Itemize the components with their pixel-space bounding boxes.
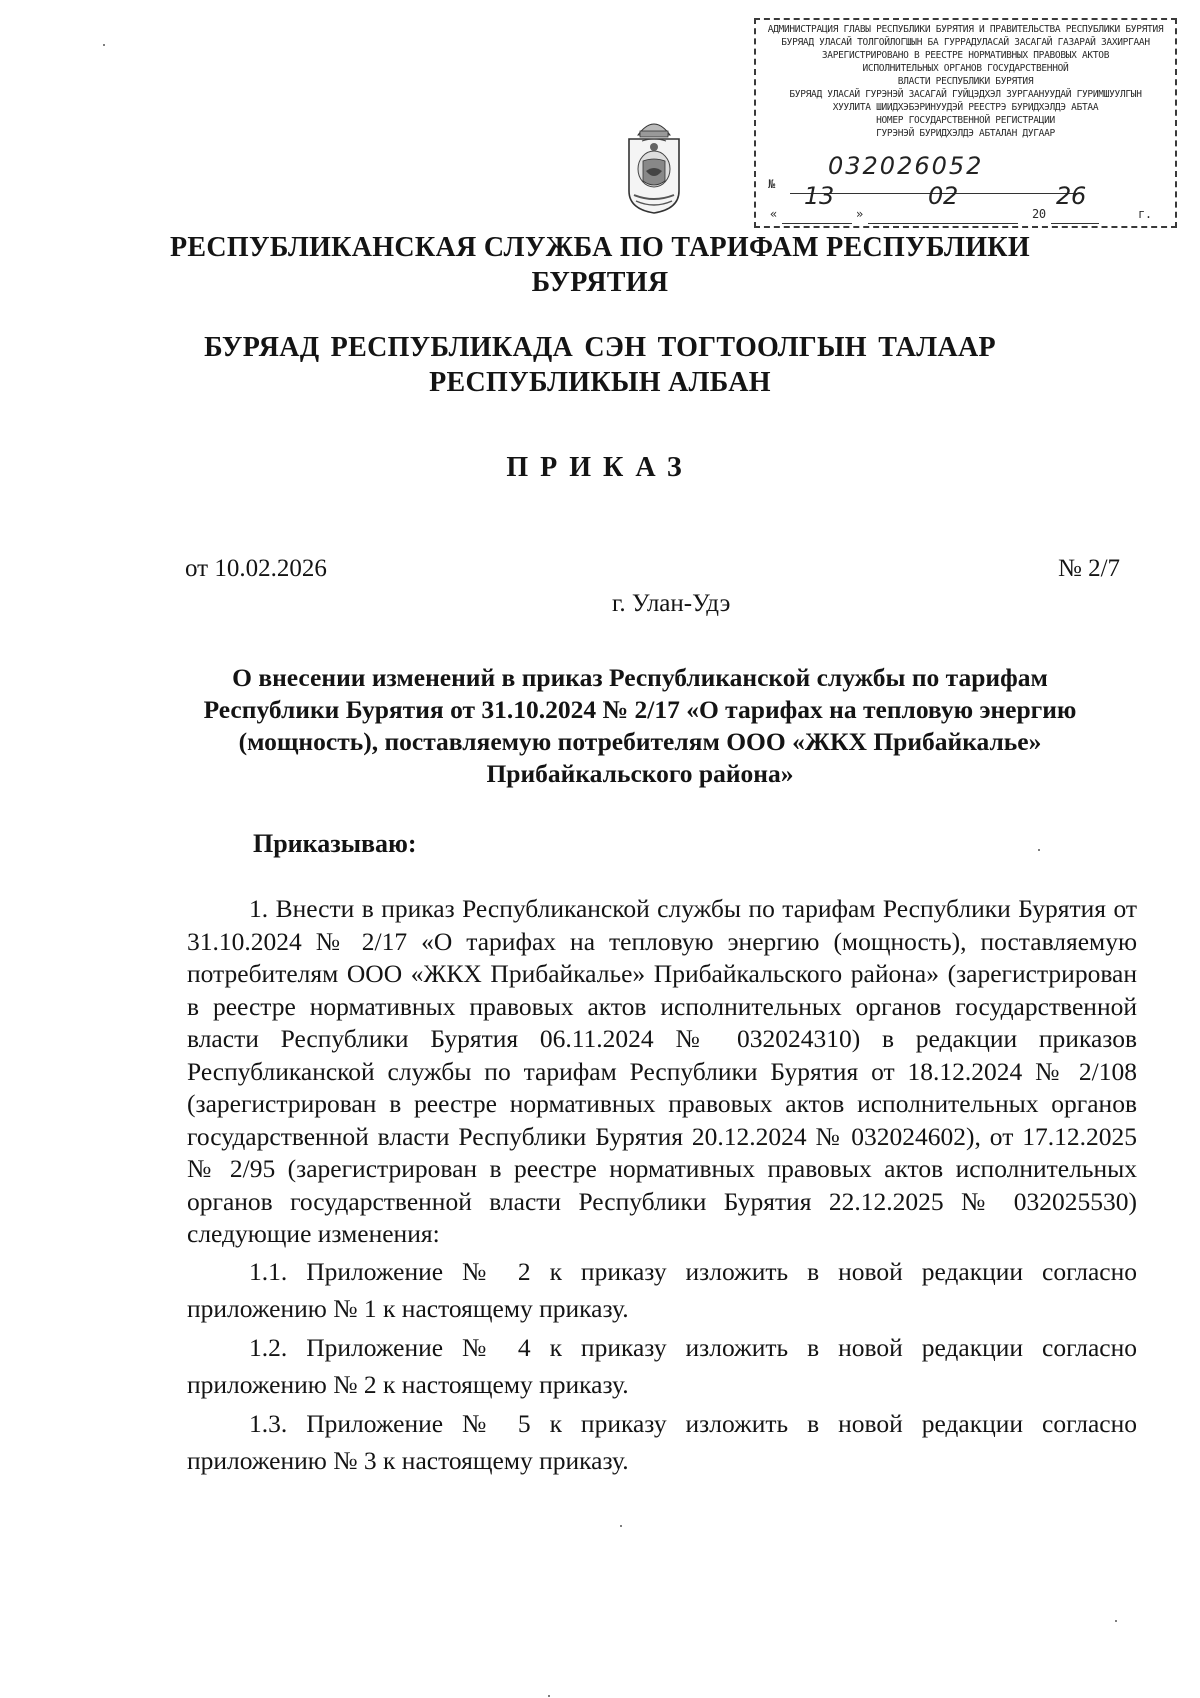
title-line: Республики Бурятия от 31.10.2024 № 2/17 «О тарифах на тепловую энергию xyxy=(203,695,1077,724)
stamp-line: АДМИНИСТРАЦИЯ ГЛАВЫ РЕСПУБЛИКИ БУРЯТИЯ И ПРАВИТЕЛЬСТВА РЕСПУБЛИКИ БУРЯТИЯ xyxy=(767,24,1164,35)
stamp-number-value: 032026052 xyxy=(828,152,984,180)
document-date: от 10.02.2026 xyxy=(185,555,327,582)
stamp-date-suffix: г. xyxy=(1138,207,1152,221)
agency-name-bua-line-1: БУРЯАД РЕСПУБЛИКАДА СЭН ТОГТООЛГЫН ТАЛААР xyxy=(204,332,996,363)
document-city: г. Улан-Удэ xyxy=(612,590,731,617)
document-title xyxy=(150,662,1130,790)
agency-name-bua-line-2: РЕСПУБЛИКЫН АЛБАН xyxy=(429,367,771,398)
order-word: Приказываю: xyxy=(253,829,417,858)
stamp-line: НОМЕР ГОСУДАРСТВЕННОЙ РЕГИСТРАЦИИ xyxy=(876,115,1055,126)
registration-stamp xyxy=(754,18,1177,228)
clause-1-2: 1.2. Приложение № 4 к приказу изложить в новой редакции согласно приложению № 2 к настоящему приказу. xyxy=(187,1332,1137,1399)
title-line: Прибайкальского района» xyxy=(486,759,794,788)
stamp-date-year-suffix: 26 xyxy=(1056,182,1086,210)
stamp-line: БУРЯАД УЛАСАЙ ГУРЭНЭЙ ЗАСАГАЙ ГУЙЦЭДХЭЛ ЗУРГААНУУДАЙ ГУРИМШУУЛГЫН xyxy=(789,89,1142,100)
stamp-date-month: 02 xyxy=(928,182,958,210)
stamp-line: ИСПОЛНИТЕЛЬНЫХ ОРГАНОВ ГОСУДАРСТВЕННОЙ xyxy=(862,63,1069,74)
clause-1-3: 1.3. Приложение № 5 к приказу изложить в новой редакции согласно приложению № 3 к настоящему приказу. xyxy=(187,1408,1137,1475)
stamp-line: ХУУЛИТА ШИИДХЭБЭРИНУУДЭЙ РЕЕСТРЭ БУРИДХЭЛДЭ АБТАА xyxy=(832,102,1099,113)
agency-name-ru-line-2: БУРЯТИЯ xyxy=(531,267,669,298)
stamp-line: ЗАРЕГИСТРИРОВАНО В РЕЕСТРЕ НОРМАТИВНЫХ ПРАВОВЫХ АКТОВ xyxy=(821,50,1110,61)
clause-1: 1. Внести в приказ Республиканской службы по тарифам Республики Бурятия от 31.10.2024 № 2/17 «О тарифах на тепловую энергию (мощность), поставляемую потребителям ООО «ЖКХ Прибайкалье» Прибайкальского района» (зарегистрирован в реестре нормативных правовых актов исполнительных органов государственной власти Республики Бурятия 06.11.2024 № 032024310) в редакции приказов Республиканской службы по тарифам Республики Бурятия от 18.12.2024 № 2/108 (зарегистрирован в реестре нормативных правовых актов исполнительных органов государственной власти Республики Бурятия 20.12.2024 № 032024602), от 17.12.2025 № 2/95 (зарегистрирован в реестре нормативных правовых актов исполнительных органов государственной власти Республики Бурятия 22.12.2025 № 032025530) следующие изменения: xyxy=(187,894,1137,1248)
stamp-number-label: № xyxy=(768,177,775,191)
stamp-line: БУРЯАД УЛАСАЙ ТОЛГОЙЛОГШЫН БА ГУРРАДУЛАСАЙ ЗАСАГАЙ ГАЗАРАЙ ЗАХИРГААН xyxy=(781,37,1150,48)
document-body xyxy=(187,893,1137,1479)
stamp-registration-date: « 13 » 02 20 26 г. xyxy=(768,204,1163,226)
agency-name-ru-line-1: РЕСПУБЛИКАНСКАЯ СЛУЖБА ПО ТАРИФАМ РЕСПУБЛИКИ xyxy=(170,232,1030,263)
document-type-heading: ПРИКАЗ xyxy=(506,452,694,483)
stamp-line: ВЛАСТИ РЕСПУБЛИКИ БУРЯТИЯ xyxy=(897,76,1034,87)
document-number: № 2/7 xyxy=(1058,555,1121,582)
stamp-date-year-prefix: 20 xyxy=(1032,207,1046,221)
clause-1-1: 1.1. Приложение № 2 к приказу изложить в новой редакции согласно приложению № 1 к настоящему приказу. xyxy=(187,1256,1137,1323)
title-line: О внесении изменений в приказ Республиканской службы по тарифам xyxy=(232,663,1048,692)
stamp-date-day: 13 xyxy=(804,182,834,210)
coat-of-arms-icon xyxy=(626,111,682,215)
title-line: (мощность), поставляемую потребителям ООО «ЖКХ Прибайкалье» xyxy=(238,727,1042,756)
stamp-line: ГУРЭНЭЙ БУРИДХЭЛДЭ АБТАЛАН ДУГААР xyxy=(876,128,1055,139)
